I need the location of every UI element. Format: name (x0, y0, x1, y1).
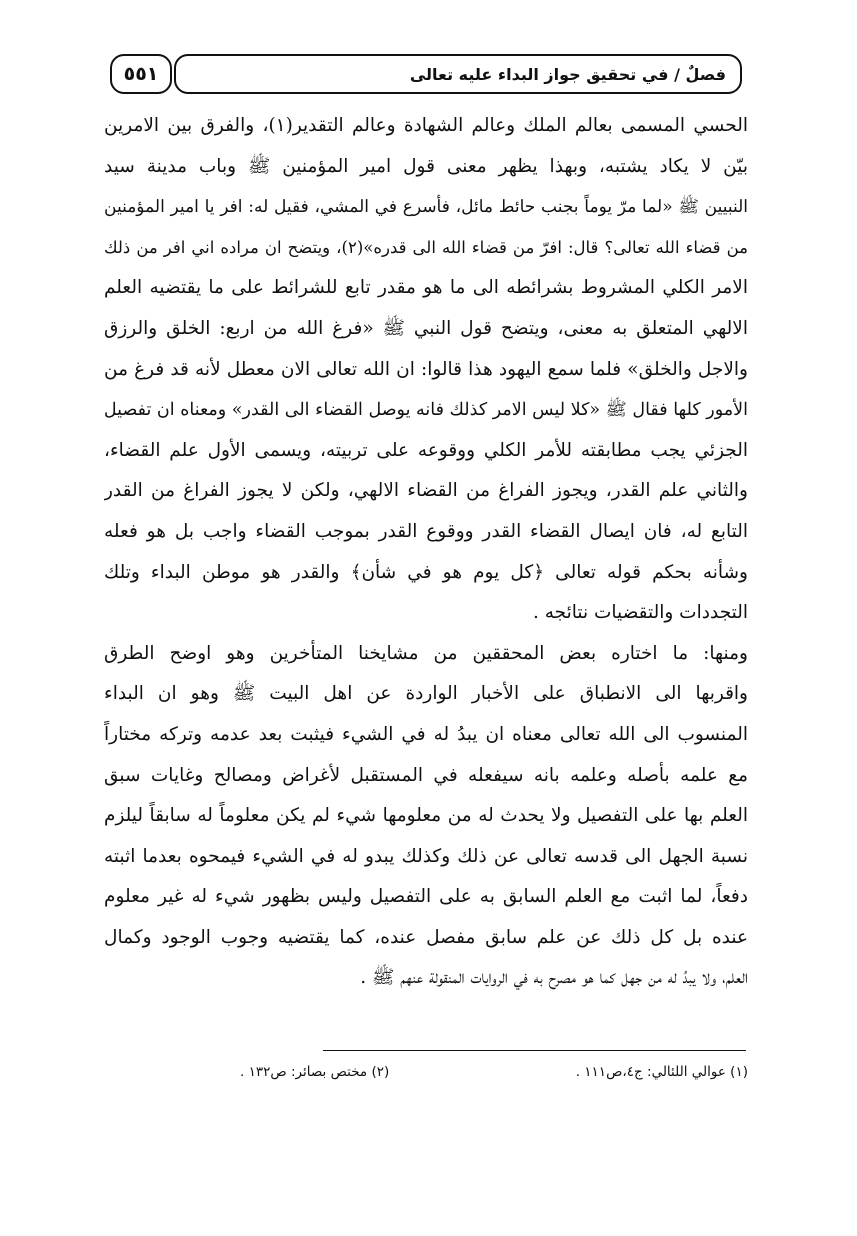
text-line-2: بيّن لا يكاد يشتبه، وبهذا يظهر معنى قول امير المؤمنين ﷺ وباب مدينة سيد (104, 155, 748, 177)
text-line-18: العلم بها على التفصيل ولا يحدث له من معلومها شيء لم يكن معلوماً له سابقاً ليلزم (104, 805, 748, 827)
text-line-3: النبيين ﷺ «لما مرّ يوماً بجنب حائط مائل، فأسرع في المشي، فقيل له: افر يا امير المؤمنين (104, 197, 748, 218)
text-line-15: واقربها الى الانطباق على الأخبار الواردة عن اهل البيت ﷺ وهو ان البداء (104, 683, 748, 705)
text-line-19: نسبة الجهل الى قدسه تعالى عن ذلك وكذلك يبدو له في الشيء فيمحوه بعدما اثبته (104, 845, 748, 867)
text-line-10: والثاني علم القدر، ويجوز الفراغ من القضاء الالهي، ولكن لا يجوز الفراغ من القدر (104, 480, 748, 502)
text-line-20: دفعاً، لما اثبت مع العلم السابق به على التفصيل وليس بظهور شيء له غير معلوم (104, 886, 748, 908)
running-header (110, 52, 742, 98)
text-line-11: التابع له، فان ايصال القضاء القدر ووقوع القدر بموجب القضاء واجب بل هو فعله (104, 520, 748, 542)
footnotes (240, 1064, 748, 1080)
text-line-12: وشأنه بحكم قوله تعالى ﴿كل يوم هو في شأن﴾ والقدر هو موطن البداء وتلك (104, 561, 748, 583)
text-line-16: المنسوب الى الله تعالى معناه ان يبدُ له في الشيء فيثبت بعد عدمه وتركه مختاراً (104, 723, 748, 745)
footnote-1: (١) عوالي اللئالي: ج٤،ص١١١ . (575, 1064, 748, 1080)
body-text (104, 106, 748, 999)
text-line-8: الأمور كلها فقال ﷺ «كلا ليس الامر كذلك فانه يوصل القضاء الى القدر» ومعناه ان تفصيل (104, 400, 748, 421)
page-number: ٥٥١ (110, 54, 172, 94)
text-line-6: الالهي المتعلق به معنى، ويتضح قول النبي ﷺ «فرغ الله من اربع: الخلق والرزق (104, 317, 748, 339)
footnote-divider (323, 1050, 746, 1051)
text-line-22: العلم، ولا يبدُ له من جهل كما هو مصرح به في الروايات المنقولة عنهم ﷺ . (360, 967, 748, 989)
text-line-4: من قضاء الله تعالى؟ قال: افرّ من قضاء الله الى قدره»(٢)، ويتضح ان مراده اني افر من ذلك (104, 237, 748, 257)
text-line-21: عنده بل كل ذلك عن علم سابق مفصل عنده، كما يقتضيه وجوب الوجود وكمال (104, 926, 748, 948)
footnote-2: (٢) مختص بصائر: ص١٣٢ . (240, 1064, 390, 1080)
text-line-14: ومنها: ما اختاره بعض المحققين من مشايخنا المتأخرين وهو اوضح الطرق (104, 642, 748, 664)
text-line-13: التجددات والتقضيات نتائجه . (532, 602, 748, 624)
text-line-1: الحسي المسمى بعالم الملك وعالم الشهادة وعالم التقدير(١)، والفرق بين الامرين (104, 115, 748, 136)
text-line-5: الامر الكلي المشروط بشرائطه الى ما هو مقدر تابع للشرائط على ما يقتضيه العلم (104, 277, 748, 299)
text-line-9: الجزئي يجب مطابقته للأمر الكلي ووقوعه على تربيته، ويسمى الأول علم القضاء، (104, 439, 748, 461)
text-line-7: والاجل والخلق» فلما سمع اليهود هذا قالوا: ان الله تعالى الان معطل لأنه قد فرغ من (104, 358, 748, 380)
text-line-17: مع علمه بأصله وعلمه بانه سيفعله في المستقبل لأغراض ومصالح وغايات سبق (104, 764, 748, 786)
chapter-title: فصلٌ / في تحقيق جواز البداء عليه تعالى (174, 54, 742, 94)
